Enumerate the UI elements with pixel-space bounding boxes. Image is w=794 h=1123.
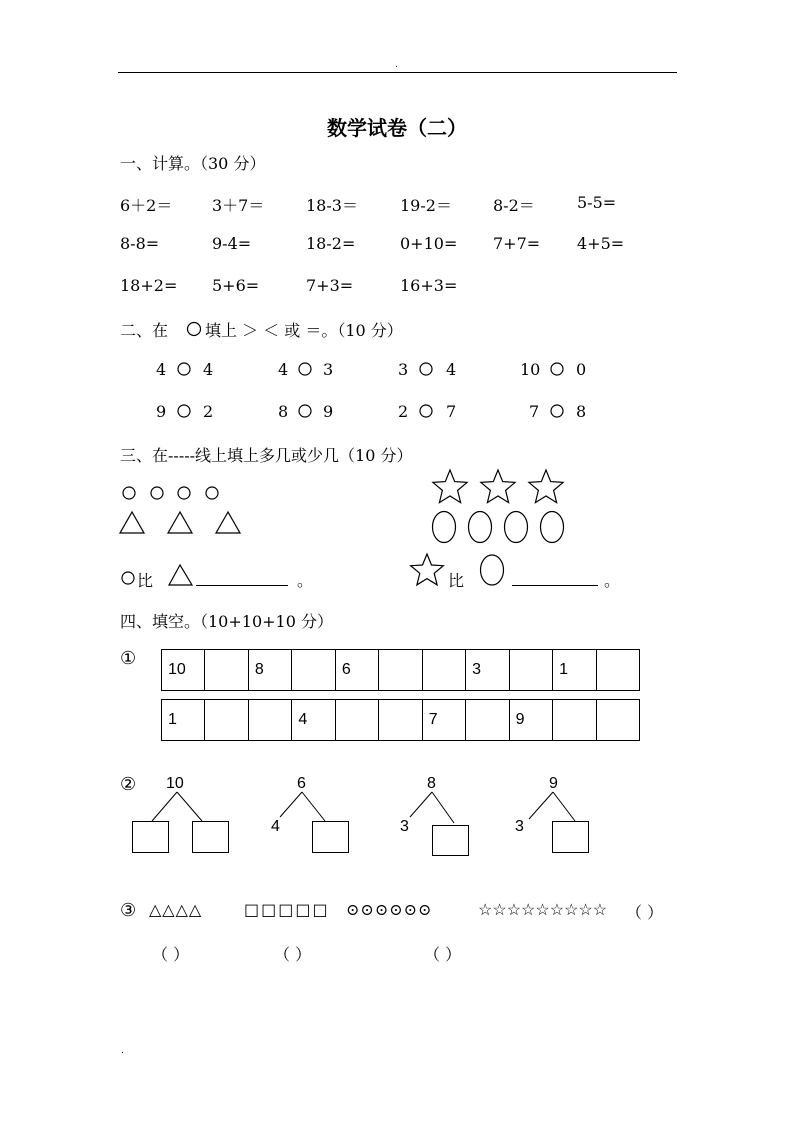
- number-grid-row1: [161, 649, 640, 691]
- bond-top: 8: [427, 775, 436, 792]
- section4-heading: 四、填空。（10+10+10 分）: [120, 612, 333, 631]
- star-icon: [408, 552, 446, 586]
- grid-cell: 9: [509, 700, 552, 741]
- oval-icon: [433, 512, 456, 543]
- compare-right: 8: [576, 402, 587, 421]
- footer-dot: .: [121, 1046, 124, 1056]
- q3-squares: □□□□□: [244, 900, 330, 919]
- bond-left: 4: [271, 818, 280, 835]
- compare-circle[interactable]: [418, 361, 434, 377]
- grid-cell[interactable]: [205, 650, 248, 691]
- calc-item: 19-2＝: [400, 196, 452, 215]
- compare-right: 7: [446, 402, 457, 421]
- grid-cell[interactable]: [596, 650, 639, 691]
- grid-cell[interactable]: [379, 700, 422, 741]
- q3-triangles: △△△△: [149, 900, 203, 919]
- compare-circle[interactable]: [297, 361, 313, 377]
- oval-icon: [505, 512, 528, 543]
- star-icon: [433, 470, 467, 503]
- bond-tree: [270, 790, 360, 855]
- grid-cell: 7: [422, 700, 465, 741]
- answer-box: [433, 826, 469, 856]
- triangles-group: [118, 510, 248, 536]
- bond-top: 10: [166, 775, 184, 792]
- ovals-group: [430, 510, 570, 546]
- triangle-icon: [216, 512, 240, 533]
- triangle-icon: [167, 563, 195, 587]
- grid-cell: 8: [248, 650, 291, 691]
- calc-item: 16+3=: [400, 276, 458, 295]
- q3-answer-paren[interactable]: （ ）: [626, 903, 664, 922]
- compare-circle[interactable]: [549, 403, 565, 419]
- compare-circle[interactable]: [418, 403, 434, 419]
- oval-icon: [541, 512, 564, 543]
- calc-item: 3＋7＝: [212, 196, 265, 215]
- compare-right: 4: [446, 360, 457, 379]
- q3-label: ③: [120, 900, 137, 921]
- star-icon: [529, 470, 563, 503]
- grid-cell[interactable]: [248, 700, 291, 741]
- grid-cell: 3: [466, 650, 509, 691]
- q3-answer-paren[interactable]: （ ）: [274, 945, 312, 964]
- compare-left: 7: [529, 402, 540, 421]
- answer-line[interactable]: [512, 585, 598, 586]
- grid-cell[interactable]: [379, 650, 422, 691]
- calc-item: 9-4=: [212, 234, 252, 253]
- grid-cell[interactable]: [466, 700, 509, 741]
- q2-label: ②: [120, 774, 137, 795]
- calc-item: 0+10=: [400, 234, 458, 253]
- compare-left: 8: [278, 402, 289, 421]
- q3-stars: ☆☆☆☆☆☆☆☆☆: [478, 900, 608, 919]
- calc-item: 18-2=: [306, 234, 356, 253]
- compare-circle[interactable]: [176, 403, 192, 419]
- bond-left: 3: [515, 818, 524, 835]
- header-dot: .: [395, 60, 398, 70]
- calc-item: 8-2＝: [493, 196, 535, 215]
- grid-cell: 4: [292, 700, 335, 741]
- grid-cell: 1: [162, 700, 205, 741]
- answer-box: [133, 822, 169, 853]
- grid-cell: 6: [335, 650, 378, 691]
- number-grid-row2: [161, 699, 640, 741]
- period: 。: [297, 571, 314, 590]
- compare-right: 2: [203, 402, 214, 421]
- q3-answer-paren[interactable]: （ ）: [152, 945, 190, 964]
- bond-top: 6: [297, 775, 306, 792]
- compare-right: 0: [576, 360, 587, 379]
- compare-circle[interactable]: [549, 361, 565, 377]
- header-rule: [118, 72, 677, 73]
- compare-word: 比: [448, 571, 465, 590]
- compare-left: 10: [520, 360, 541, 379]
- bond-tree: [132, 790, 232, 855]
- compare-right: 4: [203, 360, 214, 379]
- answer-box: [313, 822, 349, 853]
- compare-left: 3: [398, 360, 409, 379]
- q1-label: ①: [120, 648, 137, 669]
- grid-cell: 10: [162, 650, 205, 691]
- circle-icon: [120, 570, 136, 586]
- calc-item: 6＋2＝: [120, 196, 173, 215]
- oval-icon: [478, 553, 506, 587]
- calc-item: 7+7=: [493, 234, 541, 253]
- grid-cell[interactable]: [422, 650, 465, 691]
- calc-item: 18-3＝: [306, 196, 358, 215]
- calc-item: 5-5=: [577, 193, 617, 212]
- circles-group: [120, 484, 230, 502]
- compare-left: 2: [398, 402, 409, 421]
- calc-item: 5+6=: [212, 276, 260, 295]
- section2-heading: 填上 ＞ ＜ 或 ＝。（10 分）: [205, 321, 403, 340]
- calc-item: 8-8=: [120, 234, 160, 253]
- circle-icon: [123, 487, 135, 499]
- grid-cell[interactable]: [553, 700, 596, 741]
- grid-cell[interactable]: [205, 700, 248, 741]
- section2-heading-prefix: 二、在: [120, 321, 169, 340]
- triangle-icon: [120, 512, 144, 533]
- circle-icon: [206, 487, 218, 499]
- oval-icon: [469, 512, 492, 543]
- circle-icon: [178, 487, 190, 499]
- q3-answer-paren[interactable]: （ ）: [424, 945, 462, 964]
- grid-cell: 1: [553, 650, 596, 691]
- compare-left: 4: [278, 360, 289, 379]
- calc-item: 18+2=: [120, 276, 178, 295]
- answer-line[interactable]: [196, 585, 288, 586]
- section3-heading: 三、在-----线上填上多几或少几（10 分）: [120, 446, 413, 465]
- grid-cell[interactable]: [335, 700, 378, 741]
- circle-icon: [151, 487, 163, 499]
- star-icon: [481, 470, 515, 503]
- compare-left: 9: [156, 402, 167, 421]
- answer-box: [193, 822, 229, 853]
- bond-top: 9: [549, 775, 558, 792]
- compare-left: 4: [156, 360, 167, 379]
- grid-cell[interactable]: [292, 650, 335, 691]
- section1-heading: 一、计算。（30 分）: [120, 154, 266, 173]
- grid-cell[interactable]: [596, 700, 639, 741]
- answer-box: [553, 822, 589, 853]
- compare-right: 9: [323, 402, 334, 421]
- q3-circles: ⊙⊙⊙⊙⊙⊙: [346, 900, 433, 919]
- compare-circle[interactable]: [176, 361, 192, 377]
- compare-word: 比: [137, 571, 154, 590]
- page-title: 数学试卷（二）: [327, 116, 467, 140]
- bond-tree: [398, 790, 488, 860]
- calc-item: 7+3=: [306, 276, 354, 295]
- calc-item: 4+5=: [577, 234, 625, 253]
- bond-tree: [515, 790, 605, 855]
- compare-right: 3: [323, 360, 334, 379]
- bond-left: 3: [400, 818, 409, 835]
- compare-circle[interactable]: [297, 403, 313, 419]
- stars-group: [430, 468, 570, 504]
- triangle-icon: [168, 512, 192, 533]
- grid-cell[interactable]: [509, 650, 552, 691]
- period: 。: [604, 571, 621, 590]
- circle-blank-icon: [185, 320, 203, 338]
